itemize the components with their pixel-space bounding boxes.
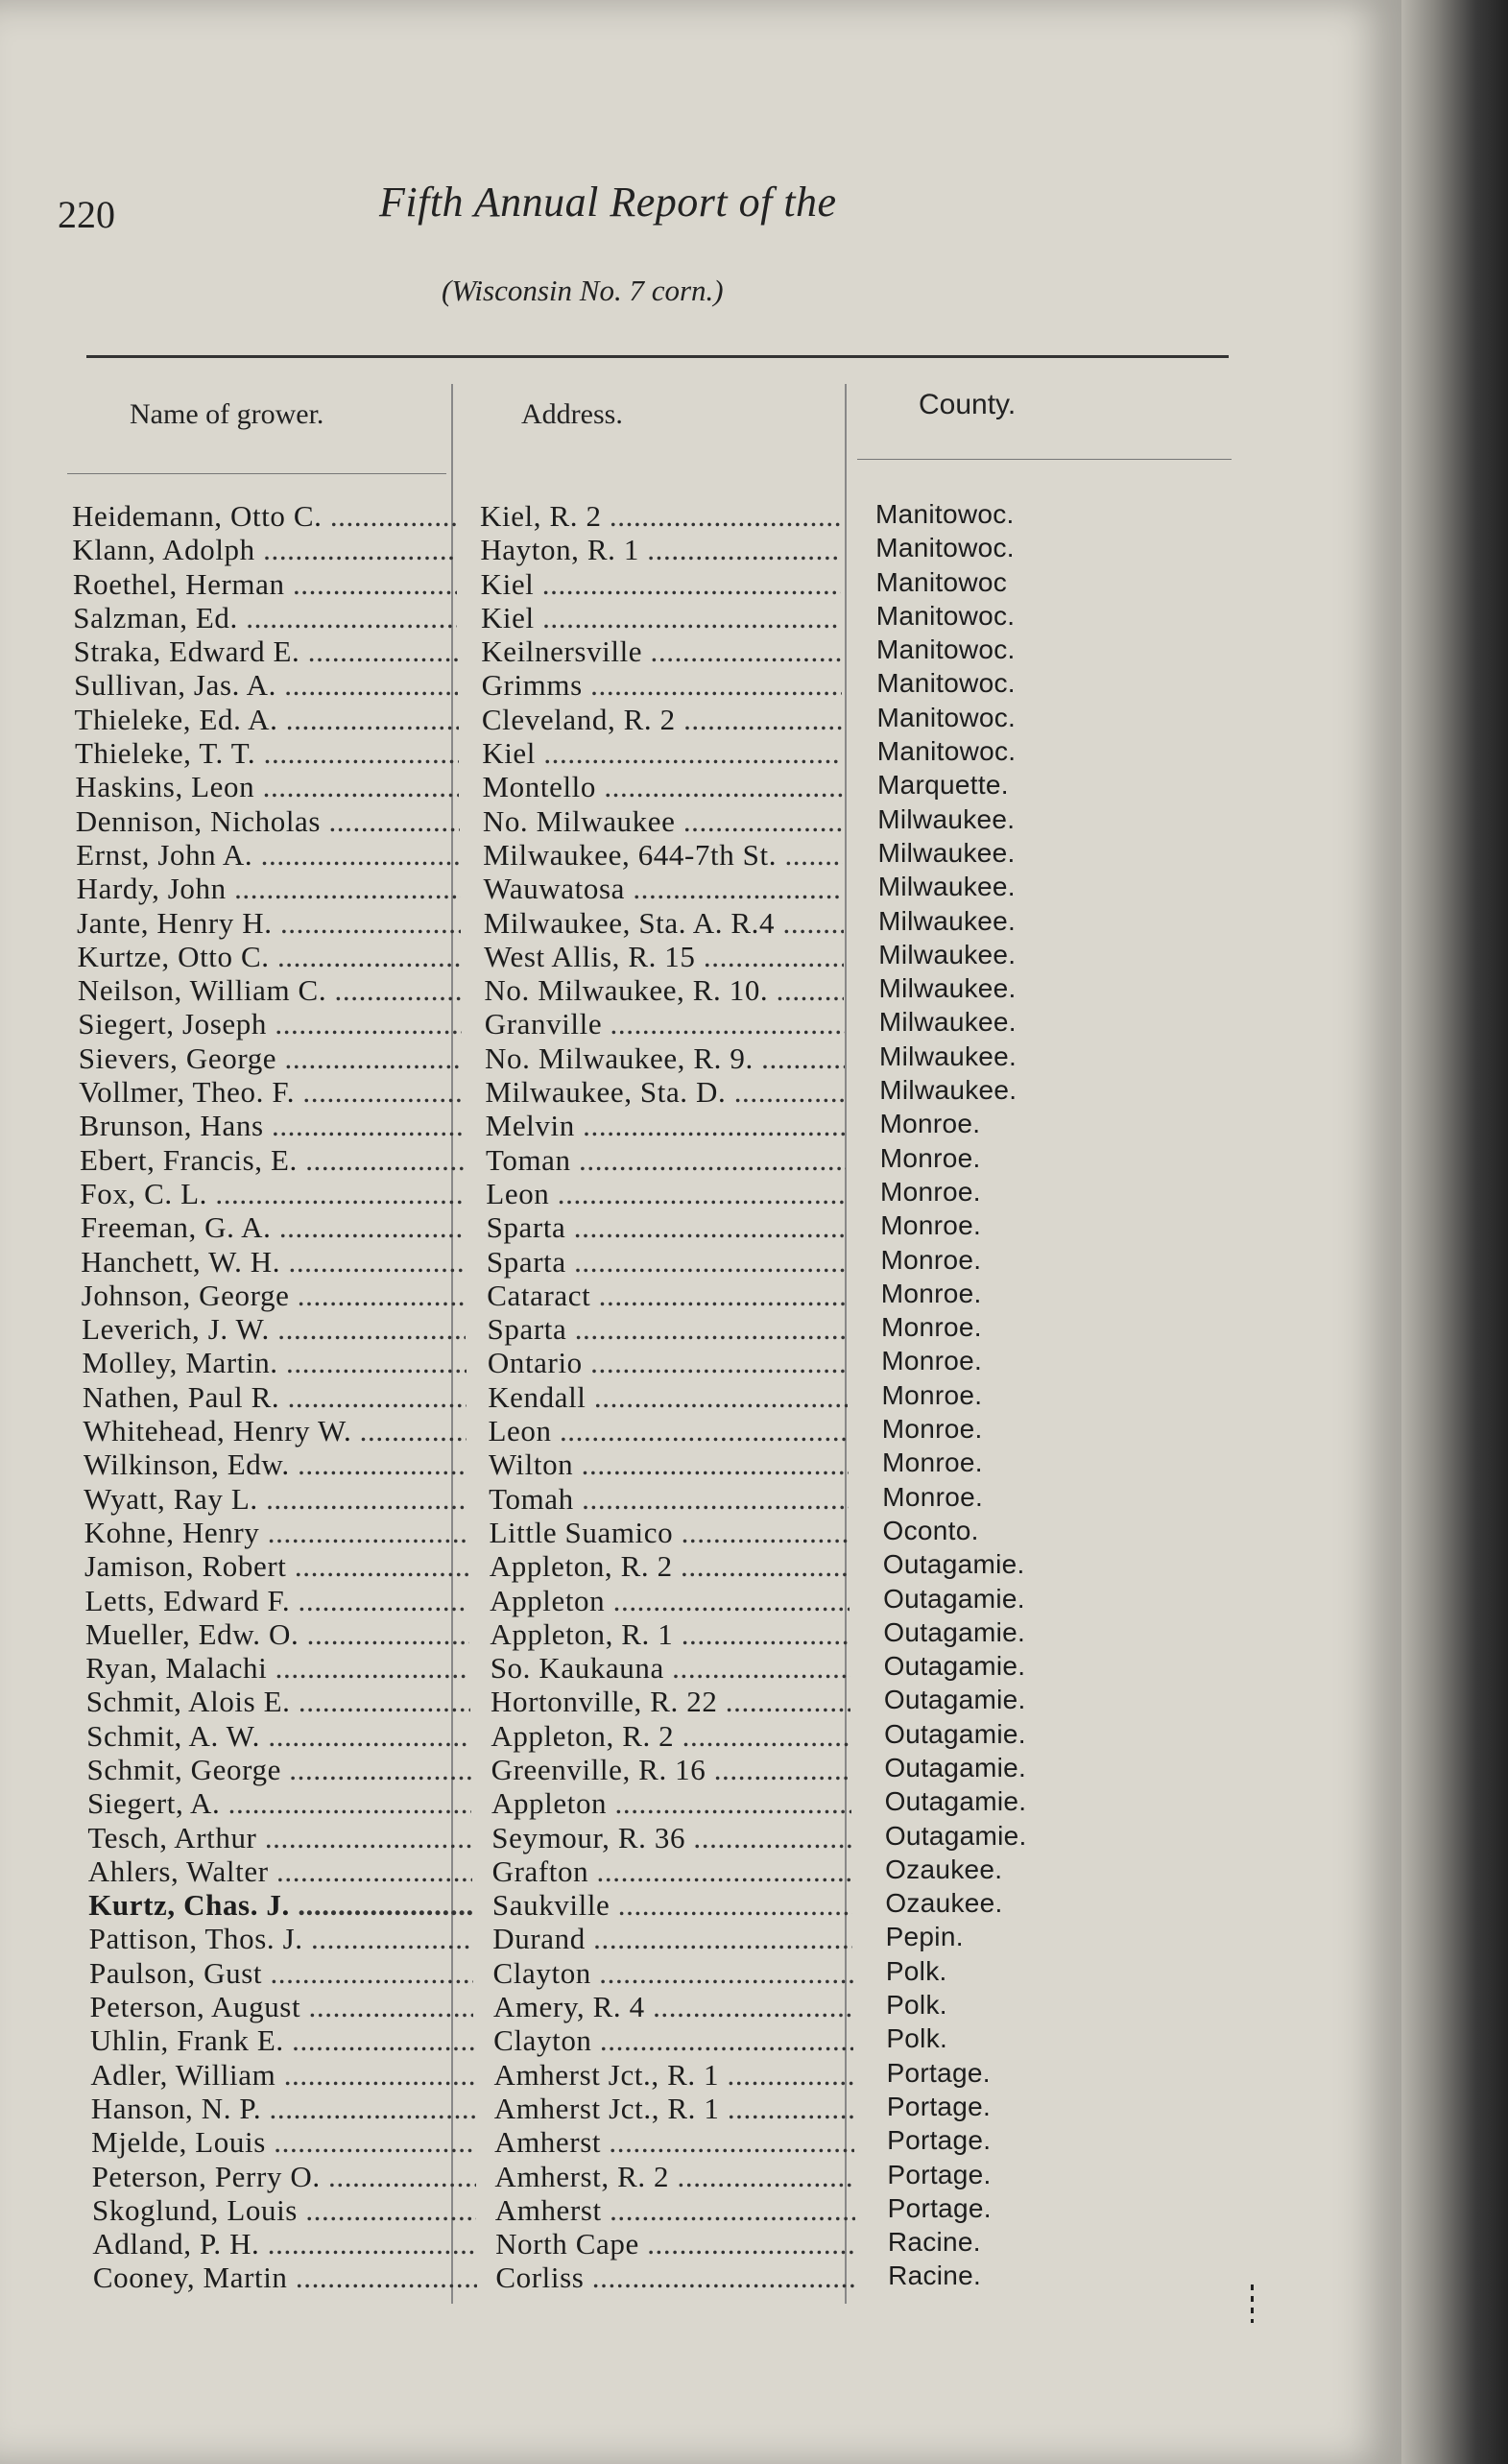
table-row [0, 634, 1401, 668]
grower-county: Outagamie. [882, 1549, 1025, 1580]
grower-address: Amherst Jct., R. 1 ..... [494, 2092, 854, 2126]
grower-name: Tesch, Arthur ..... [87, 1821, 471, 1855]
grower-address: So. Kaukauna ..... [491, 1651, 850, 1686]
grower-county: Manitowoc [875, 566, 1008, 597]
grower-name: Freeman, G. A. ..... [81, 1210, 465, 1245]
table-row [0, 906, 1401, 940]
table-row [0, 1210, 1401, 1244]
grower-address: No. Milwaukee ..... [483, 804, 843, 839]
table-row [0, 1685, 1401, 1718]
table-row [0, 872, 1401, 905]
table-row [0, 1516, 1401, 1549]
grower-address: Milwaukee, Sta. D. ..... [485, 1075, 845, 1110]
grower-name: Neilson, William C. ..... [78, 973, 462, 1008]
grower-county: Monroe. [880, 1278, 982, 1308]
grower-name: Sullivan, Jas. A. ..... [74, 668, 458, 703]
table-row [0, 2092, 1401, 2125]
grower-address: Sparta ..... [487, 1210, 847, 1245]
margin-mark [1251, 2285, 1254, 2323]
table-row [0, 1346, 1401, 1379]
grower-address: Clayton ..... [493, 2023, 853, 2058]
grower-county: Portage. [886, 2057, 991, 2088]
table-row [0, 1922, 1401, 1955]
grower-name: Adland, P. H. ..... [92, 2227, 476, 2261]
grower-county: Outagamie. [884, 1752, 1027, 1782]
grower-county: Portage. [886, 2091, 992, 2121]
table-row [0, 940, 1401, 973]
grower-address: Sparta ..... [488, 1312, 848, 1347]
grower-address: Granville ..... [485, 1007, 845, 1041]
grower-name: Ernst, John A. ..... [76, 838, 460, 873]
table-row [0, 1888, 1401, 1922]
grower-name: Ahlers, Walter ..... [88, 1854, 472, 1889]
grower-name: Johnson, George ..... [82, 1279, 466, 1313]
grower-county: Monroe. [879, 1142, 981, 1173]
grower-county: Milwaukee. [878, 1007, 1017, 1038]
grower-name: Schmit, A. W. ..... [86, 1719, 470, 1754]
grower-county: Outagamie. [884, 1718, 1026, 1749]
header-county: County. [919, 389, 1017, 420]
grower-address: Kiel, R. 2 ..... [480, 499, 840, 534]
grower-address: Ontario ..... [488, 1346, 848, 1380]
grower-name: Jante, Henry H. ..... [77, 906, 461, 941]
table-row [0, 567, 1401, 601]
table-row [0, 1447, 1401, 1481]
header-name: Name of grower. [130, 398, 324, 430]
running-title: Fifth Annual Report of the [379, 179, 837, 226]
grower-name: Dennison, Nicholas ..... [76, 804, 460, 839]
grower-address: Amery, R. 4 ..... [493, 1990, 853, 2024]
table-row [0, 2058, 1401, 2092]
table-row [0, 1075, 1401, 1109]
grower-county: Outagamie. [883, 1616, 1026, 1647]
grower-county: Milwaukee. [879, 1075, 1017, 1106]
grower-county: Monroe. [880, 1244, 982, 1275]
grower-address: North Cape ..... [495, 2227, 855, 2261]
grower-county: Milwaukee. [877, 803, 1016, 834]
table-row [0, 533, 1401, 566]
grower-table [0, 499, 1401, 2295]
grower-address: Cleveland, R. 2 ..... [482, 703, 842, 737]
grower-county: Manitowoc. [876, 702, 1017, 732]
grower-county: Racine. [887, 2227, 981, 2258]
grower-name: Paulson, Gust ..... [89, 1956, 473, 1991]
grower-address: Amherst Jct., R. 1 ..... [493, 2058, 853, 2093]
grower-address: Hayton, R. 1 ..... [480, 533, 840, 567]
table-row [0, 1482, 1401, 1516]
grower-name: Skoglund, Louis ..... [92, 2193, 476, 2228]
grower-address: Melvin ..... [486, 1109, 846, 1143]
table-row [0, 1177, 1401, 1210]
table-row [0, 1279, 1401, 1312]
grower-address: Tomah ..... [489, 1482, 849, 1517]
grower-name: Wilkinson, Edw. ..... [84, 1447, 467, 1482]
grower-address: West Allis, R. 15 ..... [484, 940, 844, 974]
grower-county: Outagamie. [883, 1685, 1026, 1715]
grower-address: Grimms ..... [482, 668, 842, 703]
table-row [0, 1414, 1401, 1447]
grower-address: Kiel ..... [481, 567, 841, 602]
grower-county: Monroe. [881, 1312, 982, 1343]
grower-address: Kiel ..... [481, 601, 841, 635]
table-row [0, 499, 1401, 533]
grower-name: Fox, C. L. ..... [80, 1177, 464, 1211]
grower-name: Kurtze, Otto C. ..... [77, 940, 461, 974]
table-subtitle: (Wisconsin No. 7 corn.) [442, 274, 724, 307]
table-row [0, 1245, 1401, 1279]
table-row [0, 2160, 1401, 2193]
table-row [0, 1753, 1401, 1786]
grower-name: Nathen, Paul R. ..... [83, 1380, 467, 1415]
grower-address: Sparta ..... [487, 1245, 847, 1280]
grower-address: Hortonville, R. 22 ..... [491, 1685, 850, 1719]
table-row [0, 668, 1401, 702]
grower-address: Saukville ..... [492, 1888, 852, 1923]
grower-address: Toman ..... [486, 1143, 846, 1178]
grower-county: Monroe. [880, 1210, 982, 1241]
top-rule [86, 355, 1229, 358]
page-number: 220 [58, 193, 115, 236]
grower-address: Appleton, R. 1 ..... [490, 1617, 850, 1652]
grower-address: Grafton ..... [492, 1854, 852, 1889]
table-row [0, 1584, 1401, 1617]
grower-name: Ebert, Francis, E. ..... [80, 1143, 464, 1178]
table-row [0, 1786, 1401, 1820]
header-address: Address. [521, 398, 623, 430]
grower-county: Milwaukee. [879, 1041, 1017, 1071]
header-underline [67, 473, 446, 474]
grower-name: Schmit, George ..... [87, 1753, 471, 1787]
grower-county: Milwaukee. [877, 837, 1016, 868]
grower-county: Portage. [887, 2159, 992, 2189]
grower-name: Pattison, Thos. J. ..... [89, 1922, 473, 1956]
grower-county: Pepin. [885, 1922, 964, 1952]
grower-address: Amherst, R. 2 ..... [494, 2160, 854, 2194]
grower-county: Manitowoc. [876, 634, 1016, 665]
grower-address: Little Suamico ..... [489, 1516, 849, 1550]
grower-county: Polk. [886, 2023, 948, 2054]
grower-name: Peterson, Perry O. ..... [92, 2160, 476, 2194]
table-row [0, 2193, 1401, 2227]
grower-county: Manitowoc. [875, 533, 1015, 563]
grower-county: Monroe. [881, 1346, 983, 1376]
grower-county: Monroe. [880, 1176, 981, 1207]
table-row [0, 1312, 1401, 1346]
grower-name: Hanchett, W. H. ..... [81, 1245, 465, 1280]
grower-address: Corliss ..... [495, 2261, 855, 2295]
grower-county: Manitowoc. [876, 668, 1016, 699]
grower-county: Outagamie. [883, 1651, 1026, 1682]
grower-name: Sievers, George ..... [79, 1041, 463, 1076]
grower-name: Kohne, Henry ..... [84, 1516, 468, 1550]
grower-county: Polk. [885, 1955, 947, 1986]
grower-address: Keilnersville ..... [481, 634, 841, 669]
grower-name: Vollmer, Theo. F. ..... [79, 1075, 463, 1110]
table-row [0, 1956, 1401, 1990]
grower-address: Appleton ..... [491, 1786, 851, 1821]
grower-county: Portage. [887, 2192, 992, 2223]
table-row [0, 1719, 1401, 1753]
table-row [0, 1617, 1401, 1651]
grower-address: No. Milwaukee, R. 9. ..... [485, 1041, 845, 1076]
grower-address: Appleton, R. 2 ..... [491, 1719, 850, 1754]
header-underline [857, 459, 1232, 460]
grower-name: Thieleke, T. T. ..... [75, 736, 459, 771]
table-row [0, 2261, 1401, 2294]
table-row [0, 1109, 1401, 1142]
grower-name: Thieleke, Ed. A. ..... [75, 703, 459, 737]
grower-county: Monroe. [882, 1481, 984, 1512]
grower-name: Hardy, John ..... [77, 872, 461, 906]
grower-address: Montello ..... [483, 770, 843, 804]
grower-county: Oconto. [882, 1515, 979, 1545]
grower-county: Ozaukee. [885, 1888, 1003, 1919]
grower-name: Leverich, J. W. ..... [82, 1312, 466, 1347]
grower-name: Molley, Martin. ..... [83, 1346, 467, 1380]
grower-county: Manitowoc. [875, 600, 1016, 631]
grower-county: Outagamie. [883, 1583, 1025, 1614]
table-row [0, 1549, 1401, 1583]
table-row [0, 973, 1401, 1007]
grower-county: Outagamie. [884, 1820, 1027, 1851]
grower-name: Kurtz, Chas. J. ..... [88, 1888, 472, 1923]
grower-name: Mjelde, Louis ..... [91, 2125, 475, 2160]
grower-address: Kiel ..... [482, 736, 842, 771]
grower-county: Monroe. [881, 1379, 983, 1410]
table-row [0, 2227, 1401, 2261]
table-row [0, 1821, 1401, 1854]
table-row [0, 1007, 1401, 1041]
grower-county: Outagamie. [884, 1786, 1027, 1817]
grower-address: Durand ..... [492, 1922, 852, 1956]
grower-address: Milwaukee, Sta. A. R.4 ..... [484, 906, 844, 941]
grower-address: Leon ..... [489, 1414, 849, 1448]
grower-name: Brunson, Hans ..... [80, 1109, 464, 1143]
grower-name: Whitehead, Henry W. ..... [83, 1414, 467, 1448]
grower-name: Salzman, Ed. ..... [73, 601, 457, 635]
grower-county: Ozaukee. [885, 1854, 1003, 1884]
grower-name: Cooney, Martin ..... [93, 2261, 477, 2295]
table-row [0, 2125, 1401, 2159]
table-row [0, 1380, 1401, 1414]
grower-county: Portage. [887, 2125, 992, 2156]
grower-county: Monroe. [882, 1447, 983, 1478]
grower-name: Letts, Edward F. ..... [84, 1584, 468, 1618]
grower-county: Manitowoc. [875, 499, 1015, 529]
table-row [0, 1143, 1401, 1177]
grower-name: Klann, Adolph ..... [72, 533, 456, 567]
grower-name: Straka, Edward E. ..... [74, 634, 458, 669]
grower-address: Appleton, R. 2 ..... [490, 1549, 850, 1584]
table-row [0, 1854, 1401, 1888]
table-row [0, 703, 1401, 736]
grower-name: Roethel, Herman ..... [73, 567, 457, 602]
grower-county: Monroe. [879, 1109, 981, 1139]
grower-address: Milwaukee, 644-7th St. ..... [483, 838, 843, 873]
table-row [0, 2023, 1401, 2057]
table-row [0, 1651, 1401, 1685]
grower-name: Wyatt, Ray L. ..... [84, 1482, 467, 1517]
grower-county: Monroe. [881, 1414, 983, 1445]
table-row [0, 1990, 1401, 2023]
grower-address: Cataract ..... [487, 1279, 847, 1313]
grower-county: Milwaukee. [878, 973, 1017, 1004]
grower-name: Ryan, Malachi ..... [85, 1651, 469, 1686]
grower-address: Greenville, R. 16 ..... [491, 1753, 851, 1787]
grower-address: Kendall ..... [488, 1380, 848, 1415]
grower-name: Siegert, Joseph ..... [78, 1007, 462, 1041]
grower-name: Schmit, Alois E. ..... [86, 1685, 470, 1719]
grower-name: Mueller, Edw. O. ..... [85, 1617, 469, 1652]
grower-name: Siegert, A. ..... [87, 1786, 471, 1821]
grower-county: Milwaukee. [878, 939, 1017, 969]
grower-name: Haskins, Leon ..... [75, 770, 459, 804]
grower-address: Wilton ..... [489, 1447, 849, 1482]
grower-county: Racine. [888, 2261, 982, 2291]
grower-address: Amherst ..... [494, 2125, 854, 2160]
grower-address: Wauwatosa ..... [483, 872, 843, 906]
table-row [0, 838, 1401, 872]
grower-name: Hanson, N. P. ..... [91, 2092, 475, 2126]
table-row [0, 804, 1401, 838]
grower-county: Milwaukee. [877, 872, 1016, 902]
grower-address: No. Milwaukee, R. 10. ..... [484, 973, 844, 1008]
grower-name: Adler, William ..... [90, 2058, 474, 2093]
grower-address: Appleton ..... [490, 1584, 850, 1618]
grower-name: Uhlin, Frank E. ..... [90, 2023, 474, 2058]
table-row [0, 736, 1401, 770]
grower-address: Leon ..... [486, 1177, 846, 1211]
grower-county: Polk. [886, 1990, 947, 2021]
grower-county: Milwaukee. [878, 905, 1017, 936]
grower-county: Marquette. [877, 770, 1009, 801]
grower-name: Jamison, Robert ..... [84, 1549, 468, 1584]
grower-address: Amherst ..... [495, 2193, 855, 2228]
grower-county: Manitowoc. [876, 736, 1017, 767]
table-row [0, 770, 1401, 803]
page-edge [1401, 0, 1508, 2464]
grower-name: Heidemann, Otto C. ..... [72, 499, 456, 534]
grower-address: Seymour, R. 36 ..... [491, 1821, 851, 1855]
table-row [0, 1041, 1401, 1075]
grower-name: Peterson, August ..... [89, 1990, 473, 2024]
grower-address: Clayton ..... [493, 1956, 853, 1991]
table-row [0, 601, 1401, 634]
